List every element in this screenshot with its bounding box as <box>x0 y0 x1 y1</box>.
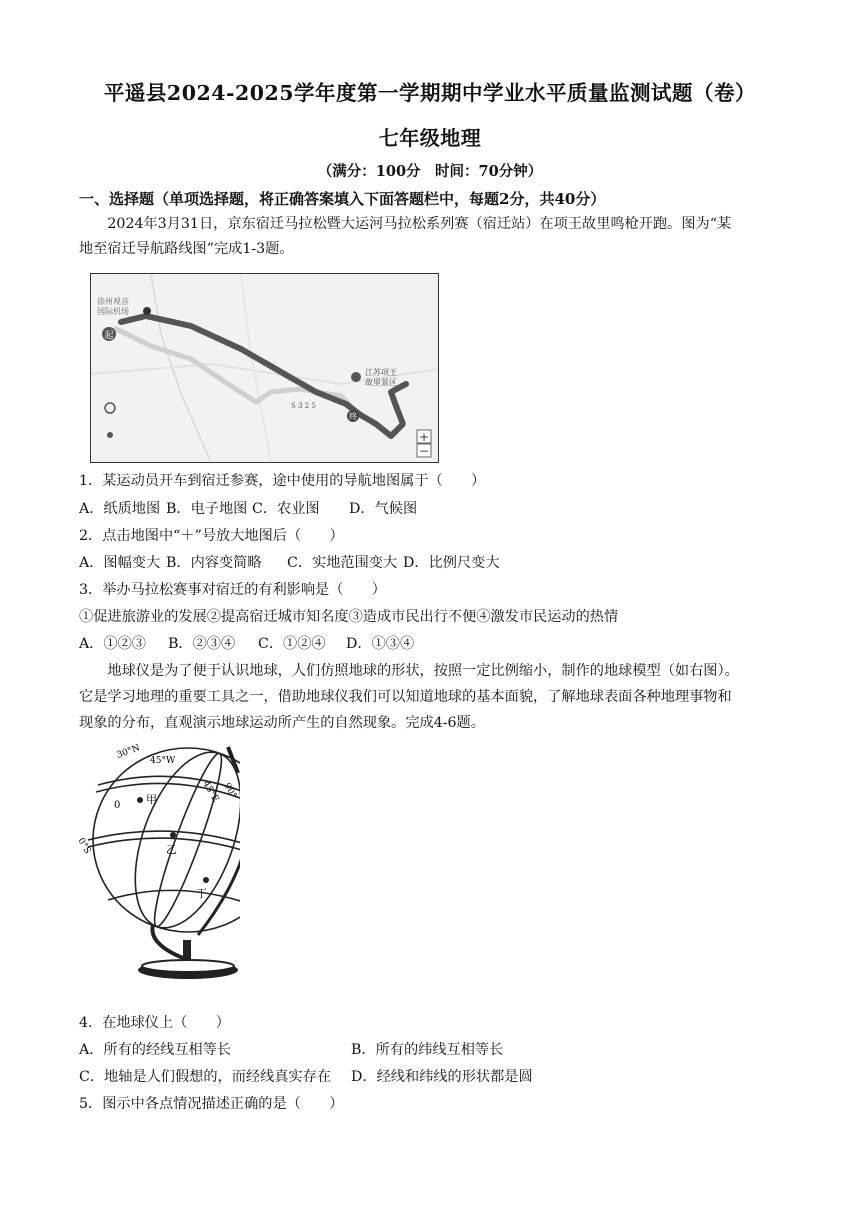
question-3-statements: ①促进旅游业的发展②提高宿迁城市知名度③造成市民出行不便④激发市民运动的热情 <box>79 609 619 625</box>
navigation-map-figure <box>91 274 438 462</box>
destination-pin-icon <box>351 372 361 382</box>
point-yi-dot <box>170 832 176 838</box>
zoom-out-button[interactable]: − <box>418 444 430 458</box>
question-2-stem: 2．点击地图中“＋”号放大地图后（ ） <box>79 528 344 544</box>
question-3-option-a: A．①②③ <box>79 636 146 652</box>
section-heading: 一、选择题（单项选择题，将正确答案填入下面答题栏中，每题2分，共40分） <box>79 190 606 208</box>
question-1-option-c: C．农业图 <box>252 501 320 517</box>
start-marker: 起 <box>104 331 114 341</box>
question-1-option-a: A．纸质地图 <box>79 501 161 517</box>
exam-subtitle: 七年级地理 <box>378 126 482 150</box>
road-label: S 3 2 5 <box>291 402 316 410</box>
passage1-line1: 2024年3月31日，京东宿迁马拉松暨大运河马拉松系列赛（宿迁站）在项王故里鸣枪开跑。图为“某 <box>107 216 732 232</box>
question-2-option-c: C．实地范围变大 <box>287 555 398 571</box>
score-info: （满分：100分 时间：70分钟） <box>317 163 543 180</box>
end-marker: 终 <box>349 412 357 421</box>
point-ding-dot <box>203 877 209 883</box>
destination-label-2: 故里景区 <box>365 378 397 387</box>
question-4-option-c: C．地轴是人们假想的，而经线真实存在 <box>79 1069 332 1085</box>
label-90: 90° <box>221 781 239 801</box>
question-3-option-c: C．①②④ <box>258 636 326 652</box>
question-1-option-d: D．气候图 <box>349 501 418 517</box>
question-1-option-b: B．电子地图 <box>166 501 248 517</box>
navigation-map <box>90 273 439 463</box>
question-3-option-d: D．①③④ <box>346 636 415 652</box>
label-yi: 乙 <box>166 843 177 856</box>
point-jia-dot <box>137 797 143 803</box>
exam-title: 平遥县2024-2025学年度第一学期期中学业水平质量监测试题（卷） <box>103 81 757 105</box>
question-3-option-b: B．②③④ <box>168 636 236 652</box>
globe-drawing <box>75 743 258 990</box>
question-2-option-a: A．图幅变大 <box>79 555 161 571</box>
question-3-stem: 3．举办马拉松赛事对宿迁的有利影响是（ ） <box>79 582 386 598</box>
question-2-option-d: D．比例尺变大 <box>403 555 500 571</box>
label-lat-s: 0°S <box>75 836 93 856</box>
route-start-pin-icon <box>143 307 151 315</box>
zoom-in-button[interactable]: + <box>418 430 430 444</box>
airport-label-1: 徐州观音 <box>97 297 129 306</box>
destination-label-1: 江苏项王 <box>365 368 397 377</box>
question-4-option-a: A．所有的经线互相等长 <box>79 1042 232 1058</box>
passage2-line3: 现象的分布，直观演示地球运动所产生的自然现象。完成4-6题。 <box>79 715 485 731</box>
locate-icon <box>107 432 113 438</box>
question-5-stem: 5．图示中各点情况描述正确的是（ ） <box>79 1096 344 1112</box>
label-30n: 30°N <box>115 743 142 761</box>
label-ding: 丁 <box>196 887 207 900</box>
passage2-line1: 地球仪是为了便于认识地球，人们仿照地球的形状，按照一定比例缩小，制作的地球模型（如右图）。 <box>107 663 739 679</box>
label-jia: 甲 <box>146 793 157 806</box>
passage1-line2: 地至宿迁导航路线图”完成1-3题。 <box>79 241 294 257</box>
airport-label-2: 国际机场 <box>97 307 129 316</box>
question-4-stem: 4．在地球仪上（ ） <box>79 1015 230 1031</box>
globe-figure <box>75 743 258 990</box>
label-45e: 45°E <box>200 779 221 805</box>
question-2-option-b: B．内容变简略 <box>166 555 262 571</box>
label-zero: 0 <box>114 800 121 811</box>
label-45w: 45°W <box>150 756 176 766</box>
question-4-option-d: D．经线和纬线的形状都是圆 <box>351 1069 533 1085</box>
question-1-stem: 1．某运动员开车到宿迁参赛，途中使用的导航地图属于（ ） <box>79 473 486 489</box>
passage2-line2: 它是学习地理的重要工具之一，借助地球仪我们可以知道地球的基本面貌，了解地球表面各种地理事物和 <box>79 689 732 705</box>
question-4-option-b: B．所有的纬线互相等长 <box>351 1042 504 1058</box>
